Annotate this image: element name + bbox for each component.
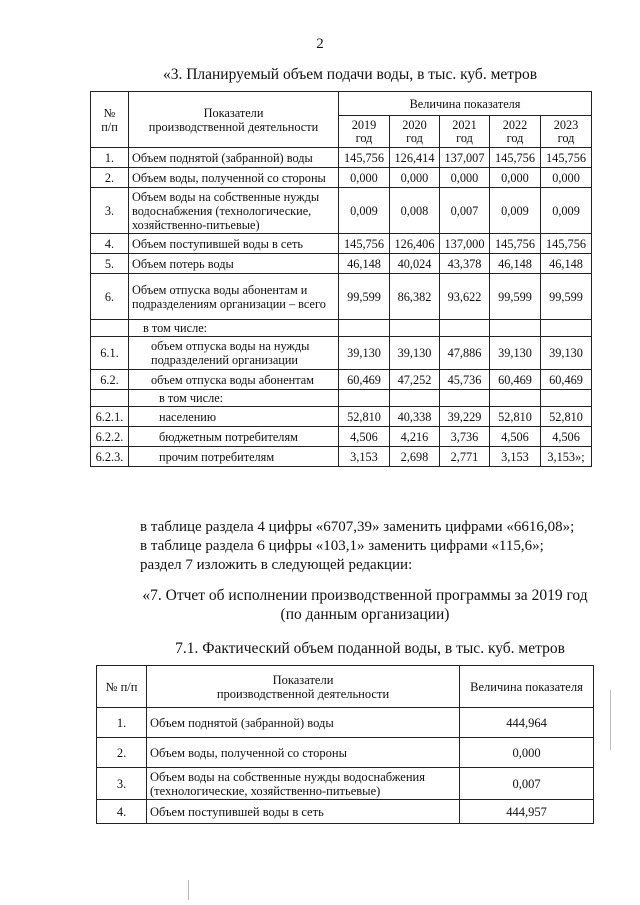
- row-value: 60,469: [339, 370, 390, 390]
- row-value: 444,957: [460, 800, 594, 824]
- row-indicator-name: Объем отпуска воды абонентам и подразделениям организации – всего: [129, 274, 339, 320]
- row-value: 4,506: [339, 427, 390, 447]
- header-year-2023: 2023 год: [541, 116, 592, 148]
- row-value: 145,756: [541, 148, 592, 168]
- table-row: [97, 738, 594, 768]
- section7-title: [0, 586, 640, 624]
- section7-title-line1: «7. Отчет об исполнении производственной программы за 2019 год: [142, 587, 588, 604]
- row-value: 0,007: [440, 188, 490, 234]
- row-number: 3.: [91, 188, 129, 234]
- row-value: 47,886: [440, 337, 490, 370]
- row-indicator-name: Объем поднятой (забранной) воды: [129, 148, 339, 168]
- amendment-paragraph-1: в таблице раздела 4 цифры «6707,39» заменить цифрами «6616,08»;: [140, 519, 575, 535]
- header-indicators: Показатели производственной деятельности: [129, 92, 339, 148]
- row-number: 1.: [91, 148, 129, 168]
- row-number: [91, 320, 129, 337]
- row-indicator-name: в том числе:: [129, 320, 339, 337]
- row-value: 52,810: [339, 407, 390, 427]
- table-row: [91, 370, 592, 390]
- row-number: 3.: [97, 768, 147, 800]
- row-value: 39,130: [490, 337, 541, 370]
- row-indicator-name: Объем потерь воды: [129, 254, 339, 274]
- row-indicator-name: Объем поступившей воды в сеть: [129, 234, 339, 254]
- amendment-paragraph-2: в таблице раздела 6 цифры «103,1» заменить цифрами «115,6»;: [140, 538, 544, 554]
- row-value: 4,506: [490, 427, 541, 447]
- row-indicator-name: Объем поднятой (забранной) воды: [147, 708, 460, 738]
- row-value: 2,771: [440, 447, 490, 467]
- page-number: 2: [316, 36, 324, 52]
- table-row: [97, 768, 594, 800]
- row-value: 137,000: [440, 234, 490, 254]
- actual-water-supply-table: [96, 665, 594, 824]
- row-number: 6.1.: [91, 337, 129, 370]
- row-value: [390, 320, 440, 337]
- table-row: [91, 407, 592, 427]
- row-value: [440, 320, 490, 337]
- row-value: 0,008: [390, 188, 440, 234]
- t2-header-indicators: Показатели производственной деятельности: [147, 666, 460, 708]
- row-value: 3,153: [339, 447, 390, 467]
- scan-margin-mark: [610, 690, 611, 750]
- row-number: 6.2.2.: [91, 427, 129, 447]
- table-row: [91, 427, 592, 447]
- row-value: 145,756: [490, 234, 541, 254]
- row-value: 0,000: [339, 168, 390, 188]
- table-row: [91, 148, 592, 168]
- row-number: 5.: [91, 254, 129, 274]
- header-year-2022: 2022 год: [490, 116, 541, 148]
- row-value: 0,000: [490, 168, 541, 188]
- table-row: [91, 447, 592, 467]
- row-number: 6.: [91, 274, 129, 320]
- row-number: 6.2.3.: [91, 447, 129, 467]
- table-row: [91, 390, 592, 407]
- row-indicator-name: Объем воды на собственные нужды водоснабжения (технологические, хозяйственно-питьевые): [147, 768, 460, 800]
- table-row: [91, 320, 592, 337]
- row-value: [541, 320, 592, 337]
- section7-title-line2: (по данным организации): [280, 606, 450, 623]
- row-value: [390, 390, 440, 407]
- table2-title: 7.1. Фактический объем поданной воды, в тыс. куб. метров: [175, 640, 565, 657]
- row-indicator-name: объем отпуска воды на нужды подразделений организации: [129, 337, 339, 370]
- row-value: 0,007: [460, 768, 594, 800]
- table-row: [97, 800, 594, 824]
- row-number: [91, 390, 129, 407]
- row-value: 40,338: [390, 407, 440, 427]
- row-value: 39,130: [390, 337, 440, 370]
- row-value: 3,153: [490, 447, 541, 467]
- row-value: 0,000: [390, 168, 440, 188]
- row-value: 0,009: [541, 188, 592, 234]
- row-value: 145,756: [490, 148, 541, 168]
- header-year-2021: 2021 год: [440, 116, 490, 148]
- row-value: 4,506: [541, 427, 592, 447]
- header-year-2020: 2020 год: [390, 116, 440, 148]
- row-value: 145,756: [339, 234, 390, 254]
- row-value: 4,216: [390, 427, 440, 447]
- row-value: 39,130: [339, 337, 390, 370]
- row-number: 4.: [91, 234, 129, 254]
- row-value: 99,599: [541, 274, 592, 320]
- amendment-paragraph-3: раздел 7 изложить в следующей редакции:: [140, 557, 413, 573]
- row-value: 145,756: [339, 148, 390, 168]
- row-value: 0,009: [490, 188, 541, 234]
- row-value: 45,736: [440, 370, 490, 390]
- row-indicator-name: в том числе:: [129, 390, 339, 407]
- row-indicator-name: Объем поступившей воды в сеть: [147, 800, 460, 824]
- row-number: 2.: [91, 168, 129, 188]
- table-row: [91, 234, 592, 254]
- row-number: 6.2.1.: [91, 407, 129, 427]
- row-indicator-name: Объем воды, полученной со стороны: [147, 738, 460, 768]
- row-value: [490, 320, 541, 337]
- row-value: 3,153»;: [541, 447, 592, 467]
- table-row: [91, 274, 592, 320]
- row-value: 52,810: [541, 407, 592, 427]
- row-number: 4.: [97, 800, 147, 824]
- row-indicator-name: прочим потребителям: [129, 447, 339, 467]
- row-indicator-name: бюджетным потребителям: [129, 427, 339, 447]
- row-value: 60,469: [490, 370, 541, 390]
- row-value: 93,622: [440, 274, 490, 320]
- table1-title: «3. Планируемый объем подачи воды, в тыс. куб. метров: [162, 66, 538, 83]
- row-value: 444,964: [460, 708, 594, 738]
- row-value: 39,229: [440, 407, 490, 427]
- row-value: 126,406: [390, 234, 440, 254]
- row-value: 47,252: [390, 370, 440, 390]
- table-row: [91, 168, 592, 188]
- table-row: [91, 337, 592, 370]
- t2-header-num: № п/п: [97, 666, 147, 708]
- planned-water-supply-table: [90, 91, 592, 467]
- row-value: 46,148: [490, 254, 541, 274]
- row-value: 46,148: [541, 254, 592, 274]
- row-value: 3,736: [440, 427, 490, 447]
- row-number: 6.2.: [91, 370, 129, 390]
- row-number: 1.: [97, 708, 147, 738]
- row-value: 137,007: [440, 148, 490, 168]
- row-value: 60,469: [541, 370, 592, 390]
- table-row: [97, 708, 594, 738]
- t2-header-value: Величина показателя: [460, 666, 594, 708]
- row-value: 52,810: [490, 407, 541, 427]
- row-value: [440, 390, 490, 407]
- row-value: 0,000: [460, 738, 594, 768]
- row-value: [490, 390, 541, 407]
- row-value: 43,378: [440, 254, 490, 274]
- row-value: 0,000: [440, 168, 490, 188]
- row-value: 99,599: [339, 274, 390, 320]
- row-value: 99,599: [490, 274, 541, 320]
- row-value: 46,148: [339, 254, 390, 274]
- row-indicator-name: Объем воды на собственные нужды водоснабжения (технологические, хозяйственно-питьевые): [129, 188, 339, 234]
- row-number: 2.: [97, 738, 147, 768]
- table-row: [91, 254, 592, 274]
- row-value: 86,382: [390, 274, 440, 320]
- row-value: 40,024: [390, 254, 440, 274]
- row-value: [339, 320, 390, 337]
- scan-margin-mark: [188, 880, 189, 900]
- table-row: [91, 188, 592, 234]
- row-value: 39,130: [541, 337, 592, 370]
- row-indicator-name: Объем воды, полученной со стороны: [129, 168, 339, 188]
- header-year-2019: 2019 год: [339, 116, 390, 148]
- row-value: [339, 390, 390, 407]
- row-value: [541, 390, 592, 407]
- row-indicator-name: объем отпуска воды абонентам: [129, 370, 339, 390]
- row-value: 0,009: [339, 188, 390, 234]
- header-num: № п/п: [91, 92, 129, 148]
- row-value: 145,756: [541, 234, 592, 254]
- row-indicator-name: населению: [129, 407, 339, 427]
- row-value: 0,000: [541, 168, 592, 188]
- row-value: 126,414: [390, 148, 440, 168]
- header-value-group: Величина показателя: [339, 92, 592, 116]
- row-value: 2,698: [390, 447, 440, 467]
